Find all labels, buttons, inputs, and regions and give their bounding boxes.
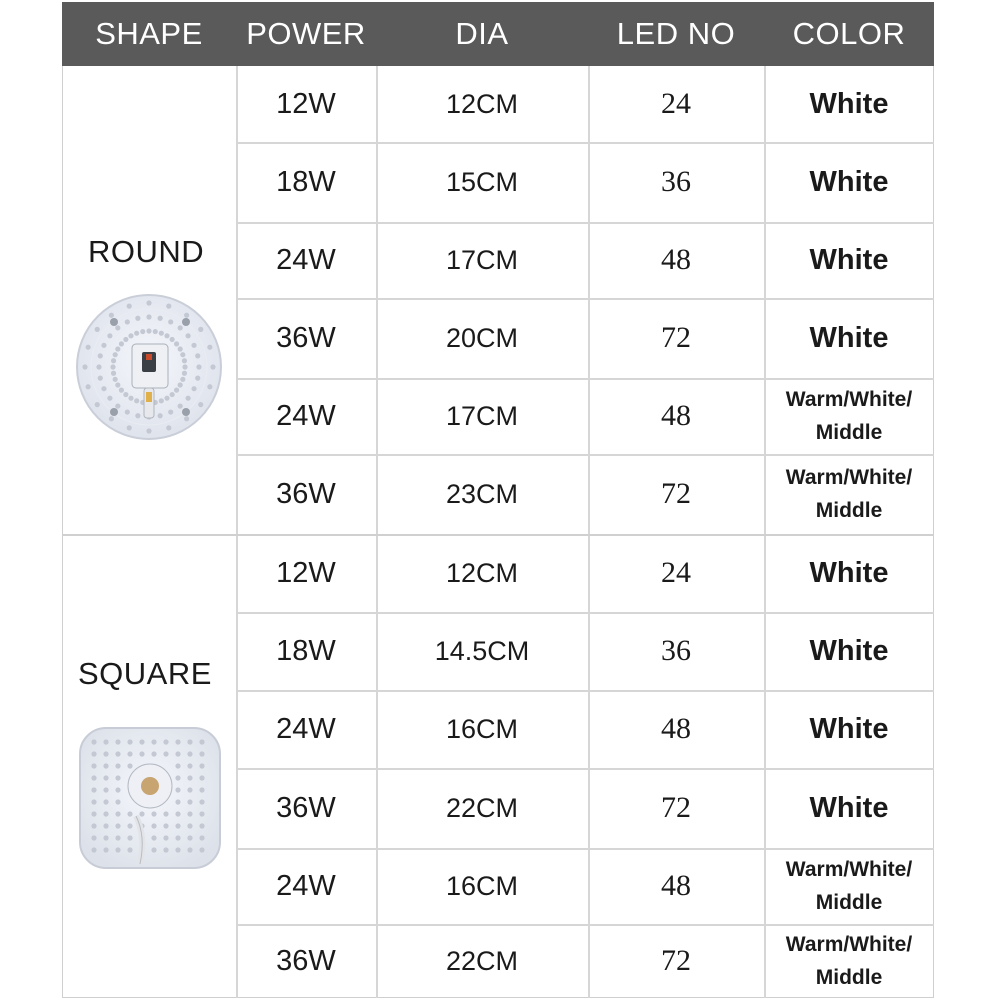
grid-line [236, 378, 934, 380]
color-cell: White [809, 634, 889, 667]
led-cell: 48 [661, 399, 691, 432]
color-cell [764, 378, 934, 454]
color-line-1: Warm/White/ [785, 388, 913, 411]
led-cell: 72 [661, 477, 691, 510]
dia-cell: 12CM [445, 88, 519, 119]
led-cell: 72 [661, 791, 691, 824]
led-cell: 24 [661, 556, 691, 589]
color-line-1: Warm/White/ [785, 858, 913, 881]
color-cell [764, 848, 934, 924]
color-cell: White [809, 556, 889, 589]
color-line-1: Warm/White/ [785, 466, 913, 489]
dia-cell: 14.5CM [434, 635, 530, 666]
grid-line [236, 454, 934, 456]
color-cell: White [809, 87, 889, 120]
color-cell: White [809, 165, 889, 198]
led-cell: 72 [661, 321, 691, 354]
grid-line [236, 924, 934, 926]
power-cell: 18W [276, 165, 336, 198]
power-cell: 36W [276, 791, 336, 824]
square-led-module-icon [76, 724, 224, 872]
led-cell: 72 [661, 944, 691, 977]
dia-cell: 17CM [445, 400, 519, 431]
power-cell: 24W [276, 712, 336, 745]
grid-line [236, 298, 934, 300]
dia-cell: 15CM [445, 166, 519, 197]
color-line-2: Middle [815, 891, 883, 914]
color-cell: White [809, 712, 889, 745]
grid-line [236, 222, 934, 224]
power-cell: 36W [276, 477, 336, 510]
power-cell: 24W [276, 869, 336, 902]
color-cell [764, 454, 934, 534]
led-cell: 48 [661, 869, 691, 902]
color-cell [764, 924, 934, 998]
color-line-2: Middle [815, 421, 883, 444]
dia-cell: 12CM [445, 557, 519, 588]
led-cell: 36 [661, 634, 691, 667]
header-color: COLOR [792, 16, 906, 51]
spec-table [62, 2, 934, 998]
color-line-2: Middle [815, 499, 883, 522]
header-dia: DIA [455, 16, 509, 51]
power-cell: 24W [276, 399, 336, 432]
color-cell: White [809, 321, 889, 354]
led-cell: 48 [661, 243, 691, 276]
color-line-1: Warm/White/ [785, 933, 913, 956]
table-header [62, 2, 934, 66]
dia-cell: 23CM [445, 478, 519, 509]
led-cell: 36 [661, 165, 691, 198]
grid-line [236, 142, 934, 144]
round-led-module-icon [74, 292, 224, 442]
power-cell: 12W [276, 556, 336, 589]
dia-cell: 22CM [445, 945, 519, 976]
grid-line [236, 768, 934, 770]
power-cell: 36W [276, 321, 336, 354]
grid-line [236, 690, 934, 692]
grid-line [236, 612, 934, 614]
dia-cell: 16CM [445, 870, 519, 901]
header-power: POWER [246, 16, 366, 51]
color-cell: White [809, 243, 889, 276]
led-cell: 48 [661, 712, 691, 745]
power-cell: 24W [276, 243, 336, 276]
color-cell: White [809, 791, 889, 824]
header-shape: SHAPE [95, 16, 203, 51]
color-line-2: Middle [815, 966, 883, 989]
grid-line [236, 848, 934, 850]
dia-cell: 16CM [445, 713, 519, 744]
dia-cell: 17CM [445, 244, 519, 275]
power-cell: 36W [276, 944, 336, 977]
power-cell: 12W [276, 87, 336, 120]
led-cell: 24 [661, 87, 691, 120]
dia-cell: 22CM [445, 792, 519, 823]
header-led-no: LED NO [616, 16, 736, 51]
dia-cell: 20CM [445, 322, 519, 353]
shape-label-round: ROUND [88, 234, 205, 269]
shape-label-square: SQUARE [78, 656, 212, 691]
power-cell: 18W [276, 634, 336, 667]
